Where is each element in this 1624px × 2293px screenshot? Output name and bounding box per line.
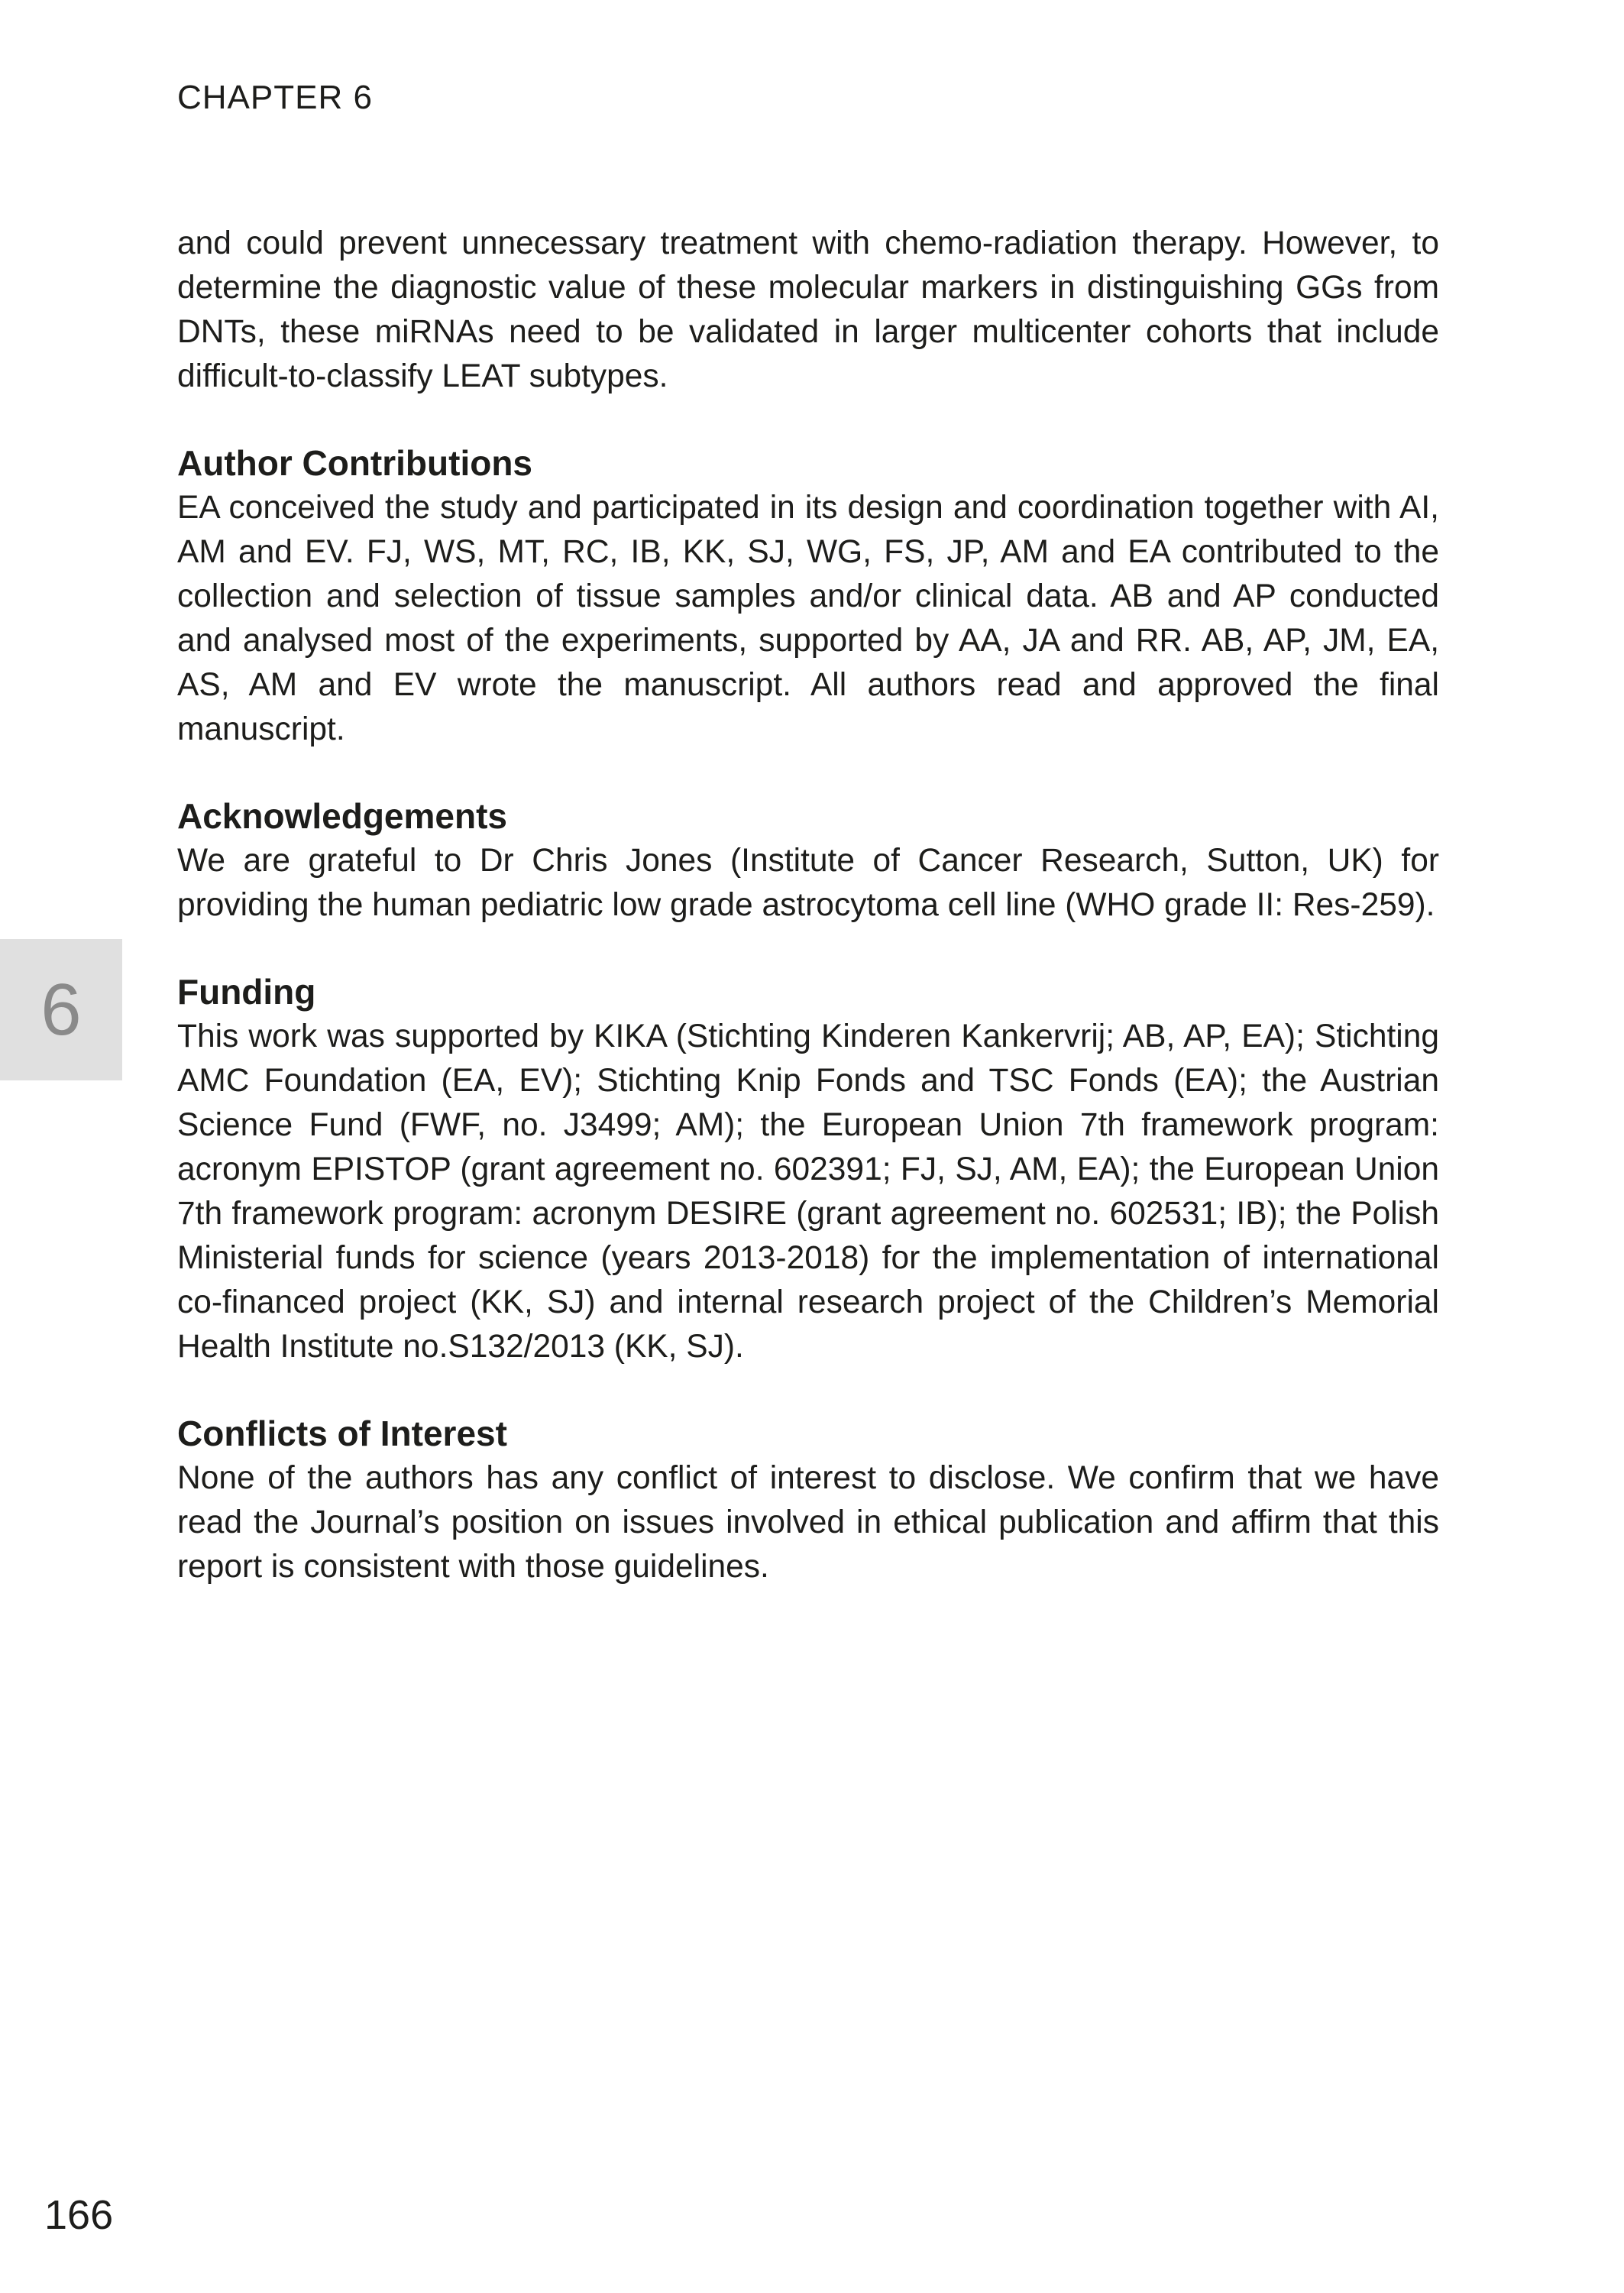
section-body: EA conceived the study and participated in its design and coordination together with AI, AM and EV. FJ, WS, MT, RC, IB, KK, SJ, WG, FS, JP, AM and EA contributed to the collection and selection of tissue samples and/or clinical data. AB and AP conducted and analysed most of the experiments, supported by AA, JA and RR. AB, AP, JM, EA, AS, AM and EV wrote the manuscript. All authors read and approved the final manuscript. — [177, 490, 1439, 747]
section-conflicts-of-interest — [177, 1410, 1439, 1589]
section-body: We are grateful to Dr Chris Jones (Institute of Cancer Research, Sutton, UK) for providing the human pediatric low grade astrocytoma cell line (WHO grade II: Res-259). — [177, 843, 1439, 923]
chapter-tab — [0, 939, 122, 1080]
section-heading: Author Contributions — [177, 443, 533, 483]
running-head: CHAPTER 6 — [177, 79, 373, 116]
section-body: This work was supported by KIKA (Stichting Kinderen Kankervrij; AB, AP, EA); Stichting AMC Foundation (EA, EV); Stichting Knip Fonds and TSC Fonds (EA); the Austrian Science Fund (FWF, no. J3499; AM); the European Union 7th framework program: acronym EPISTOP (grant agreement no. 602391; FJ, SJ, AM, EA); the European Union 7th framework program: acronym DESIRE (grant agreement no. 602531; IB); the Polish Ministerial funds for science (years 2013-2018) for the implementation of international co-financed project (KK, SJ) and internal research project of the Children’s Memorial Health Institute no.S132/2013 (KK, SJ). — [177, 1019, 1439, 1365]
intro-paragraph: and could prevent unnecessary treatment with chemo-radiation therapy. However, to determine the diagnostic value of these molecular markers in distinguishing GGs from DNTs, these miRNAs need to be validated in larger multicenter cohorts that include difficult-to-classify LEAT subtypes. — [177, 225, 1439, 394]
main-content — [177, 222, 1439, 1589]
section-heading: Funding — [177, 972, 316, 1012]
page-number: 166 — [44, 2192, 114, 2238]
section-heading: Conflicts of Interest — [177, 1414, 507, 1453]
section-heading: Acknowledgements — [177, 796, 507, 836]
section-body: None of the authors has any conflict of interest to disclose. We confirm that we have read the Journal’s position on issues involved in ethical publication and affirm that this report is consistent with those guidelines. — [177, 1460, 1439, 1585]
section-funding — [177, 969, 1439, 1369]
section-author-contributions — [177, 440, 1439, 752]
section-acknowledgements — [177, 793, 1439, 928]
chapter-tab-number: 6 — [40, 968, 82, 1051]
